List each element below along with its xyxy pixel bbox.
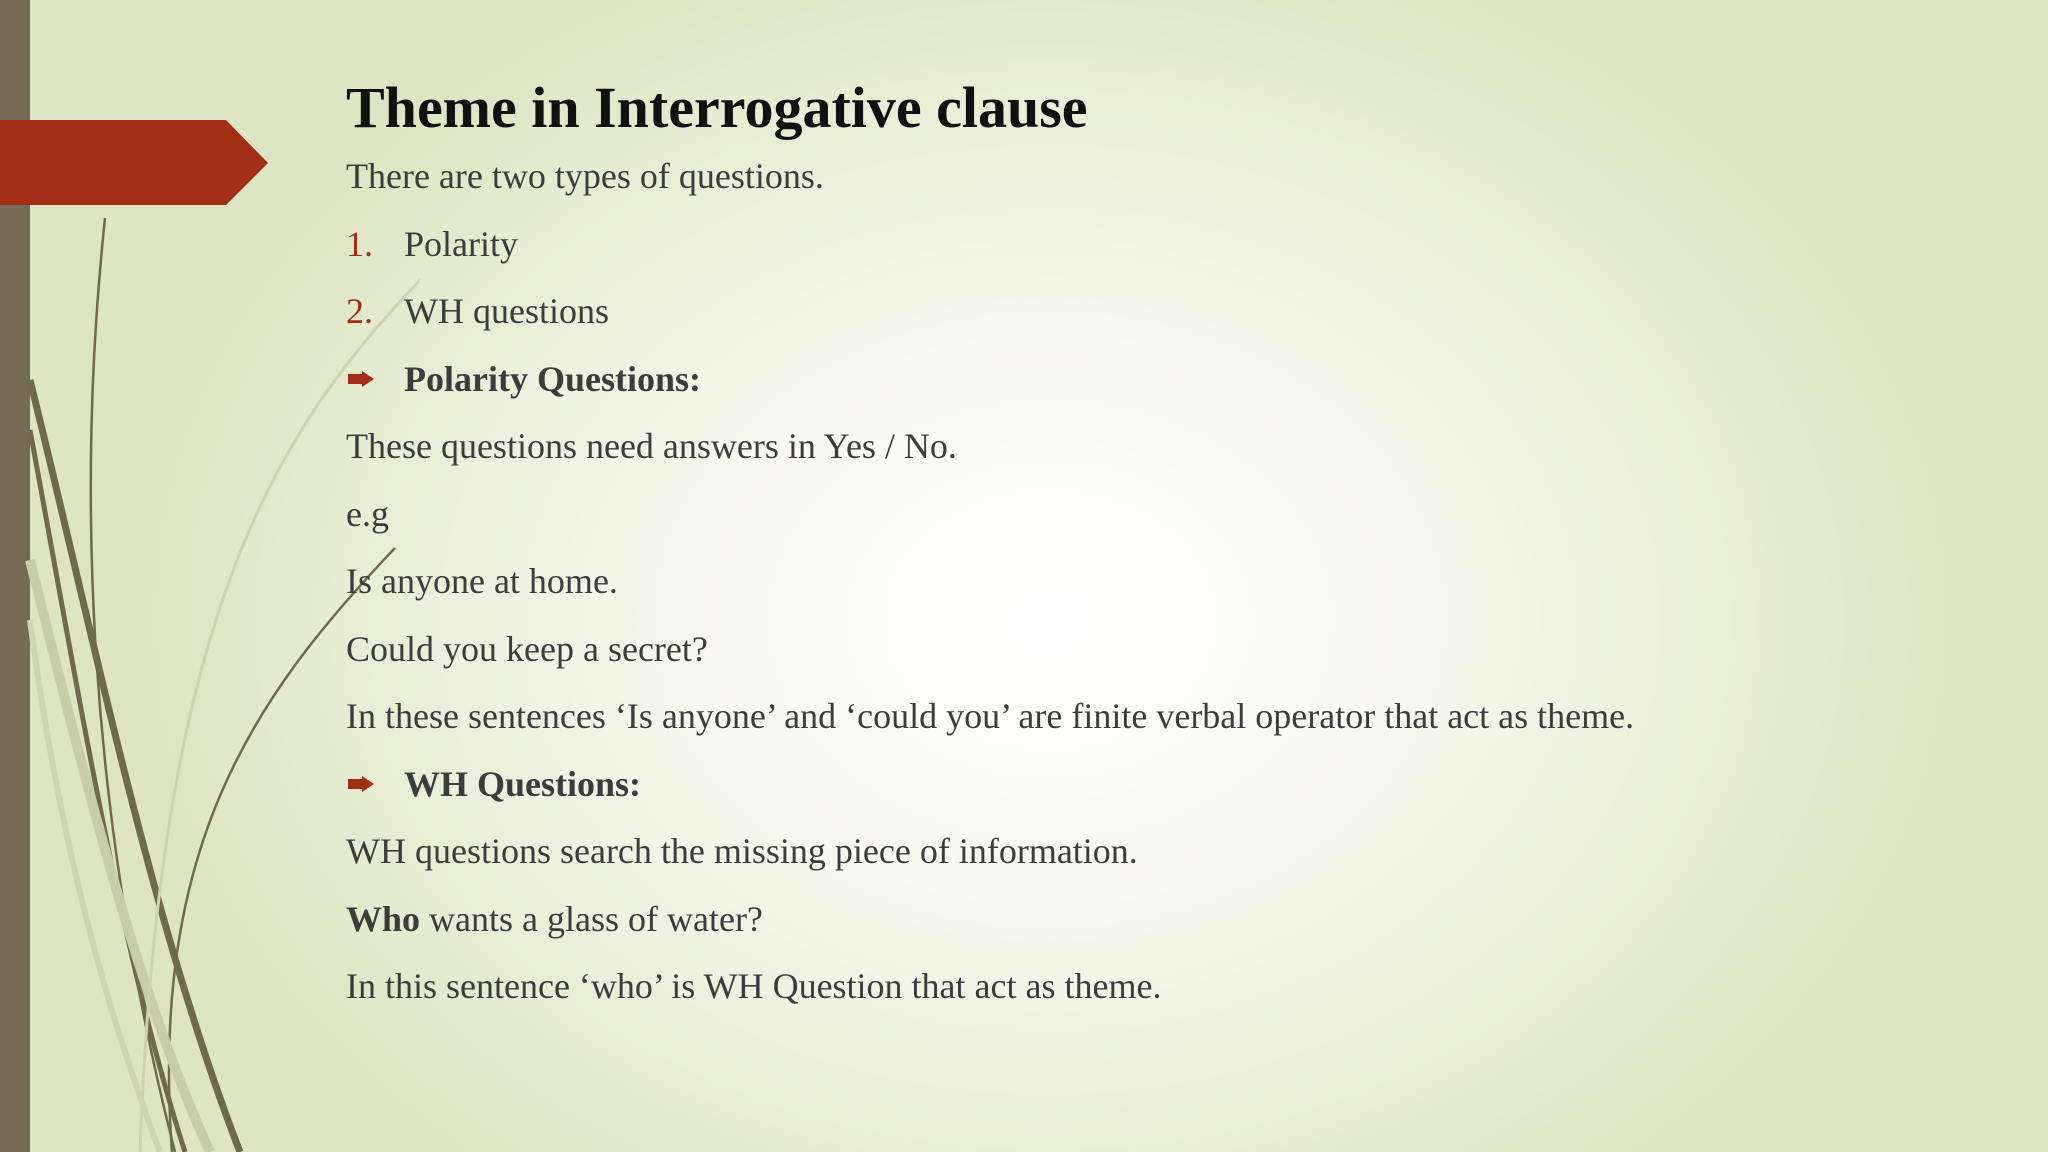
- ribbon-arrow-shape: [0, 0, 280, 220]
- polarity-heading: Polarity Questions:: [404, 358, 701, 399]
- wh-heading-row: [346, 762, 2006, 806]
- list-item: [346, 289, 2006, 333]
- wh-example-bold: Who: [346, 898, 421, 939]
- polarity-example-1-text: Is anyone at home.: [346, 561, 618, 601]
- arrow-bullet-icon: [346, 774, 404, 794]
- list-item-number: 1.: [346, 223, 373, 264]
- list-item-label: WH questions: [404, 291, 609, 331]
- polarity-description: [346, 424, 2006, 468]
- arrow-bullet-icon: [346, 369, 404, 389]
- polarity-heading-row: [346, 357, 2006, 401]
- polarity-example-2-text: Could you keep a secret?: [346, 628, 708, 669]
- eg-label: [346, 492, 2006, 536]
- polarity-explanation-text: In these sentences ‘Is anyone’ and ‘could you’ are finite verbal operator that act as theme.: [346, 696, 1635, 736]
- list-item-number: 2.: [346, 291, 373, 331]
- slide-content: [346, 72, 2006, 1032]
- polarity-description-text: These questions need answers in Yes / No.: [346, 426, 957, 466]
- list-item: [346, 222, 2006, 266]
- wh-example: [346, 897, 2006, 941]
- wh-description: [346, 829, 2006, 873]
- slide-title: Theme in Interrogative clause: [346, 75, 1088, 140]
- polarity-explanation: [346, 694, 2006, 738]
- intro-text: [346, 154, 2006, 198]
- wh-description-text: WH questions search the missing piece of information.: [346, 831, 1138, 871]
- wh-explanation-text: In this sentence ‘who’ is WH Question that act as theme.: [346, 966, 1162, 1006]
- list-item-label: Polarity: [404, 223, 518, 264]
- intro-text-content: There are two types of questions.: [346, 156, 824, 196]
- wh-explanation: [346, 964, 2006, 1008]
- eg-label-text: e.g: [346, 493, 389, 534]
- wh-example-rest: wants a glass of water?: [420, 898, 763, 939]
- wh-heading: WH Questions:: [404, 763, 642, 804]
- polarity-example-1: [346, 559, 2006, 603]
- polarity-example-2: [346, 627, 2006, 671]
